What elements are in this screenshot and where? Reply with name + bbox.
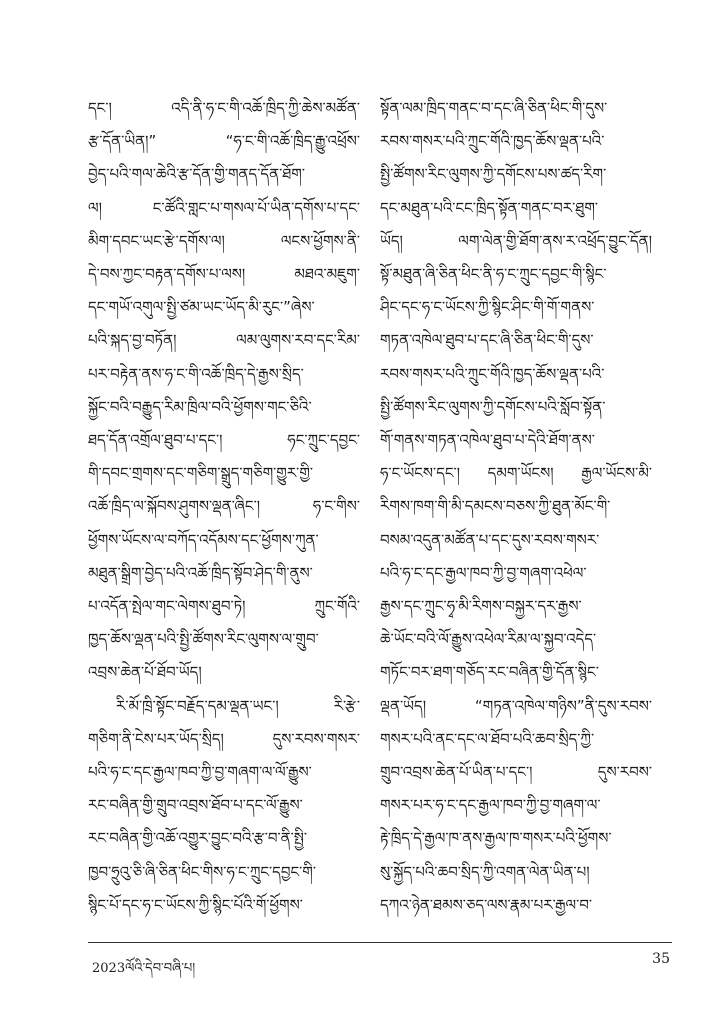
text-line: མིག་དབང་ཡང་རྩེ་དགོས་ལ། ལངས་ཕྱོགས་ནི་ [88, 231, 360, 250]
text-line: མཐུན་སྒྲིག་བྱེད་པའི་འཆོ་ཁྲིད་སྟོབ་ཤེད་གི་ནུས་ [88, 563, 313, 582]
text-line: ཐད་དོན་འགྲོལ་ཐུབ་པ་དང་། ཧང་ཀྲུང་དབྱང་ [88, 431, 360, 450]
text-line: སྙིང་པོ་དང་ཧ་ང་ཡོངས་ཀྱི་སྙིང་པོའི་གོ་ཕྱོགས་ [88, 895, 303, 914]
text-line: དང་མཐུན་པའི་ངང་ཁྲིད་སྟོན་གནང་བར་ཐུག་ [380, 198, 599, 217]
text-column-right [380, 92, 652, 922]
text-column-left [88, 92, 360, 922]
text-line: པར་བརྟེན་ནས་ཧ་ང་གི་འཆོ་ཁྲིད་དེ་རྒྱས་སྲིད་ [88, 364, 304, 383]
text-line: འབྲས་ཆེན་པོ་ཐོབ་ཡོད། [88, 663, 202, 682]
text-line: བསམ་འདུན་མཚོན་པ་དང་དུས་རབས་གསར་ [380, 530, 600, 549]
text-line: གོ་གནས་གཏན་འཁེལ་ཐུབ་པ་དེའི་ཐོག་ནས་ [380, 431, 595, 450]
text-line: ལ། ང་ཚོའི་གླང་པ་གསལ་པོ་ཡིན་དགོས་པ་དང་ [88, 198, 360, 217]
text-line: ཁྱབ་ཧྲུའུ་ཅི་ཞི་ཅིན་ཕིང་གིས་ཧ་ང་ཀྲུང་དབྱང་གི་ [88, 862, 317, 881]
text-line: གཅིག་ནི་ངེས་པར་ཡོད་སྲིད། དུས་རབས་གསར་ [88, 729, 360, 748]
text-line: རྟེ་ཁྲིད་དེ་རྒྱལ་ཁ་ནས་རྒྱལ་ཁ་གསར་པའི་ཕྱོགས་ [380, 829, 612, 848]
text-line: པའི་ཧ་ང་དང་རྒྱལ་ཁབ་ཀྱི་བྱ་གཞག་འཕེལ་ [380, 563, 587, 582]
text-line: དང་གཡོ་འགུལ་སྤྱི་ཙམ་ཡང་ཡོད་མི་རུང་”ཞེས་ [88, 298, 315, 317]
text-line: རྩ་དོན་ཡིན།” “ཧ་ང་གི་འཆོ་ཁྲིད་རྒྱུ་འཕྲོས་ [88, 132, 360, 151]
text-line: ཆེ་ཡོང་བའི་ལོ་རྒྱུས་འཕེལ་རིམ་ལ་སྐྱབ་འདེད་ [380, 630, 597, 649]
text-line: བྱེད་པའི་གལ་ཆེའི་རྩ་དོན་གྱི་གནད་དོན་ཐོག་ [88, 165, 306, 184]
text-line: དེ་བས་ཀྱང་བརྟན་དགོས་པ་ལས། མཐའ་མཇུག་ [88, 265, 360, 284]
text-line: གཏོང་བར་ཐག་གཅོད་རང་བཞིན་གྱི་དོན་སྙིང་ [380, 663, 599, 682]
text-line: པའི་ཧ་ང་དང་རྒྱལ་ཁབ་ཀྱི་བྱ་གཞག་ལ་ལོ་རྒྱུས་ [88, 763, 312, 782]
text-line: རབས་གསར་པའི་ཀྲུང་གོའི་ཁྱད་ཆོས་ལྡན་པའི་ [380, 132, 605, 151]
text-line: གྲུབ་འབྲས་ཆེན་པོ་ཡིན་པ་དང་། དུས་རབས་ [380, 763, 652, 782]
text-line: རྒྱས་དང་ཀྲུང་ཧྭ་མི་རིགས་བསྐྱར་དར་རྒྱས་ [380, 597, 582, 616]
text-line: སྤྱི་ཚོགས་རིང་ལུགས་ཀྱི་དགོངས་པས་ཚད་རིག་ [380, 165, 607, 184]
text-line: ཁྱད་ཆོས་ལྡན་པའི་སྤྱི་ཚོགས་རིང་ལུགས་ལ་གྲུབ་ [88, 630, 319, 649]
text-line: གཏན་འཁེལ་ཐུབ་པ་དང་ཞི་ཅིན་ཕིང་གི་དུས་ [380, 331, 594, 350]
text-line: རི་མོ་ཁྲི་སྟོང་བརྗོད་དམ་ལྡན་ཡང་། རི་རྩེ་ [116, 696, 360, 715]
text-line: དཀའ་ཉེན་ཐམས་ཅད་ལས་རྣམ་པར་རྒྱལ་བ་ [380, 895, 593, 914]
text-line: རང་བཞིན་གྱི་འཆོ་འགྱུར་བྱུང་བའི་རྩ་བ་ནི་སྤྱི་ [88, 829, 308, 848]
text-line: སྐྱོང་བའི་བརྒྱུད་རིམ་ཁྲིལ་བའི་ཕྱོགས་གང་ཅིའི་ [88, 397, 312, 416]
page-number: 35 [652, 951, 670, 967]
text-line: པའི་སྐད་བྱ་བཏོན། ལམ་ལུགས་རབ་དང་རིམ་ [88, 331, 360, 350]
text-line: གསར་པའི་ནང་དང་ལ་ཐོབ་པའི་ཆབ་སྲིད་ཀྱི་ [380, 729, 595, 748]
text-line: སྟོན་ལམ་ཁྲིད་གནང་བ་དང་ཞི་ཅིན་ཕིང་གི་དུས་ [380, 99, 608, 117]
text-line: སྤྱི་ཚོགས་རིང་ལུགས་ཀྱི་དགོངས་པའི་སློབ་སྟོན་ [380, 397, 606, 416]
text-line: སུ་སྐྱོད་པའི་ཆབ་སྲིད་ཀྱི་འགན་ལེན་ཡིན་པ། [380, 862, 590, 881]
footer-rule [88, 942, 672, 943]
text-line: པ་འདོན་སྤེལ་གང་ལེགས་ཐུབ་ཏེ། ཀྲུང་གོའི་ [88, 597, 360, 616]
text-line: ལྡན་ཡོད། “གཏན་འཁེལ་གཉིས”ནི་དུས་རབས་ [380, 696, 652, 715]
text-line: ཕྱོགས་ཡོངས་ལ་བཀོད་འདོམས་དང་ཕྱོགས་ཀུན་ [88, 530, 319, 549]
text-line: སྟོ་མཐུན་ཞི་ཅིན་ཕིང་ནི་ཧ་ང་ཀྲུང་དབྱང་གི་སྙིང་ [380, 265, 607, 284]
text-line: ཤིང་དང་ཧ་ང་ཡོངས་ཀྱི་སྙིང་ཤིང་གི་གོ་གནས་ [380, 298, 595, 317]
text-line: ཡོད། ལག་ལེན་གྱི་ཐོག་ནས་ར་འཕྲོད་བྱུང་དོན། [380, 231, 652, 250]
text-line: དང་། འདི་ནི་ཧ་ང་གི་འཆོ་ཁྲིད་ཀྱི་ཆེས་མཚོན་ [88, 99, 360, 117]
text-line: རང་བཞིན་གྱི་གྲུབ་འབྲས་ཐོབ་པ་དང་ལོ་རྒྱུས་ [88, 796, 303, 815]
text-line: འཆོ་ཁྲིད་ལ་སྐོབས་ཤུགས་ལྡན་ཞིང་། ཧ་ང་གིས་ [88, 497, 360, 516]
text-line: རིགས་ཁག་གི་མི་དམངས་བཅས་ཀྱི་ཐུན་མོང་གི་ [380, 497, 611, 516]
text-line: ཧ་ང་ཡོངས་དང་། དམག་ཡོངས། རྒྱལ་ཡོངས་མི་ [380, 464, 652, 483]
text-line: གི་དབང་གྲགས་དང་གཅིག་སྒྲུད་གཅིག་གྱུར་གྱི་ [88, 464, 314, 483]
text-line: གསར་པར་ཧ་ང་དང་རྒྱལ་ཁབ་ཀྱི་བྱ་གཞག་ལ་ [380, 796, 601, 815]
text-line: རབས་གསར་པའི་ཀྲུང་གོའི་ཁྱད་ཆོས་ལྡན་པའི་ [380, 364, 605, 383]
footer-issue-label: 2023ལོའི་དེབ་བཞི་པ། [92, 961, 196, 976]
